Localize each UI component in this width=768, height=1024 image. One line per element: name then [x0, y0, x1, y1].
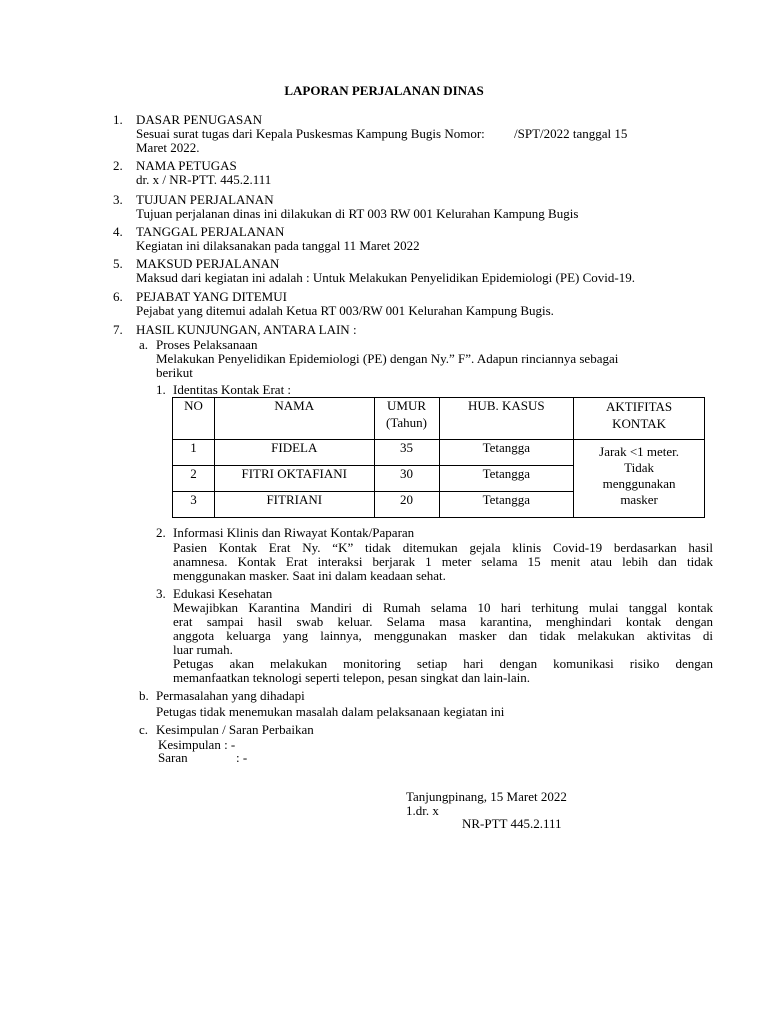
part-b-body: Petugas tidak menemukan masalah dalam pelaksanaan kegiatan ini: [156, 704, 505, 719]
section-body: Kegiatan ini dilaksanakan pada tanggal 11 Maret 2022: [136, 238, 420, 253]
part-b-heading: Permasalahan yang dihadapi: [156, 688, 305, 703]
item-line: erat sampai hasil swab keluar. Selama masa karantina, menghindari kontak dengan: [173, 614, 713, 629]
item-heading-identitas: Identitas Kontak Erat :: [173, 382, 292, 397]
section-body-line: Maret 2022.: [136, 140, 200, 155]
cell-aktifitas: Jarak <1 meter. Tidak menggunakan masker: [574, 440, 705, 518]
item-number: 1.: [156, 382, 166, 397]
part-c-heading: Kesimpulan / Saran Perbaikan: [156, 722, 314, 737]
table-row: [173, 440, 705, 466]
part-c-label: c.: [139, 722, 149, 737]
item-line: menggunakan masker. Saat ini dalam keadaan sehat.: [173, 568, 446, 583]
section-number: 4.: [113, 224, 123, 239]
section-heading: NAMA PETUGAS: [136, 158, 237, 173]
cell-nama: FITRIANI: [214, 492, 374, 518]
item-number: 3.: [156, 586, 166, 601]
section-body: dr. x / NR-PTT. 445.2.111: [136, 172, 272, 187]
signature-nip: NR-PTT 445.2.111: [462, 816, 562, 831]
section-heading: TUJUAN PERJALANAN: [136, 192, 274, 207]
saran-value: : -: [236, 750, 248, 765]
cell-no: 3: [173, 492, 215, 518]
section-number: 3.: [113, 192, 123, 207]
part-a-heading: Proses Pelaksanaan: [156, 337, 258, 352]
section-heading: HASIL KUNJUNGAN, ANTARA LAIN :: [136, 322, 357, 337]
part-a-line: Melakukan Penyelidikan Epidemiologi (PE) dengan Ny.” F”. Adapun rinciannya sebagai: [156, 351, 619, 366]
item-line: Mewajibkan Karantina Mandiri di Rumah selama 10 hari terhitung mulai tanggal kontak: [173, 600, 713, 615]
header-hub-kasus: HUB. KASUS: [439, 398, 574, 440]
item-heading-informasi-klinis: Informasi Klinis dan Riwayat Kontak/Paparan: [173, 525, 415, 540]
item-line: anggota keluarga yang lainnya, menggunakan masker dan tidak melakukan aktivitas di: [173, 628, 713, 643]
cell-hub: Tetangga: [439, 440, 574, 466]
cell-umur: 20: [374, 492, 439, 518]
header-no: NO: [173, 398, 215, 440]
cell-no: 1: [173, 440, 215, 466]
section-number: 7.: [113, 322, 123, 337]
section-heading: DASAR PENUGASAN: [136, 112, 263, 127]
item-line: Petugas akan melakukan monitoring setiap hari dengan komunikasi risiko dengan: [173, 656, 713, 671]
item-line: luar rumah.: [173, 642, 233, 657]
document-title: LAPORAN PERJALANAN DINAS: [284, 83, 484, 98]
section-number: 1.: [113, 112, 123, 127]
header-nama: NAMA: [214, 398, 374, 440]
section-number: 5.: [113, 256, 123, 271]
item-line: Pasien Kontak Erat Ny. “K” tidak ditemukan gejala klinis Covid-19 berdasarkan hasil: [173, 540, 713, 555]
section-body: Pejabat yang ditemui adalah Ketua RT 003/RW 001 Kelurahan Kampung Bugis.: [136, 303, 554, 318]
cell-nama: FIDELA: [214, 440, 374, 466]
cell-umur: 35: [374, 440, 439, 466]
contact-table: [172, 397, 705, 518]
header-aktifitas: AKTIFITAS KONTAK: [574, 398, 705, 440]
section-heading: TANGGAL PERJALANAN: [136, 224, 285, 239]
item-heading-edukasi: Edukasi Kesehatan: [173, 586, 273, 601]
cell-hub: Tetangga: [439, 466, 574, 492]
header-umur: UMUR (Tahun): [374, 398, 439, 440]
part-a-label: a.: [139, 337, 149, 352]
cell-umur: 30: [374, 466, 439, 492]
cell-nama: FITRI OKTAFIANI: [214, 466, 374, 492]
part-a-line: berikut: [156, 365, 193, 380]
signature-name: 1.dr. x: [406, 803, 439, 818]
section-body: Maksud dari kegiatan ini adalah : Untuk Melakukan Penyelidikan Epidemiologi (PE) Covid-19.: [136, 270, 635, 285]
item-number: 2.: [156, 525, 166, 540]
item-line: memanfaatkan teknologi seperti telepon, pesan singkat dan lain-lain.: [173, 670, 531, 685]
cell-no: 2: [173, 466, 215, 492]
saran-label: Saran: [158, 750, 188, 765]
section-body-line: Sesuai surat tugas dari Kepala Puskesmas Kampung Bugis Nomor: /SPT/2022 tanggal 15: [136, 126, 628, 141]
table-header-row: [173, 398, 705, 440]
part-b-label: b.: [139, 688, 149, 703]
cell-hub: Tetangga: [439, 492, 574, 518]
section-heading: PEJABAT YANG DITEMUI: [136, 289, 287, 304]
section-heading: MAKSUD PERJALANAN: [136, 256, 280, 271]
section-number: 6.: [113, 289, 123, 304]
signature-place-date: Tanjungpinang, 15 Maret 2022: [406, 789, 567, 804]
section-body: Tujuan perjalanan dinas ini dilakukan di RT 003 RW 001 Kelurahan Kampung Bugis: [136, 206, 579, 221]
kesimpulan-line: Kesimpulan : -: [158, 737, 236, 752]
section-number: 2.: [113, 158, 123, 173]
item-line: anamnesa. Kontak Erat interaksi berjarak 1 meter selama 15 menit atau lebih dan tidak: [173, 554, 713, 569]
